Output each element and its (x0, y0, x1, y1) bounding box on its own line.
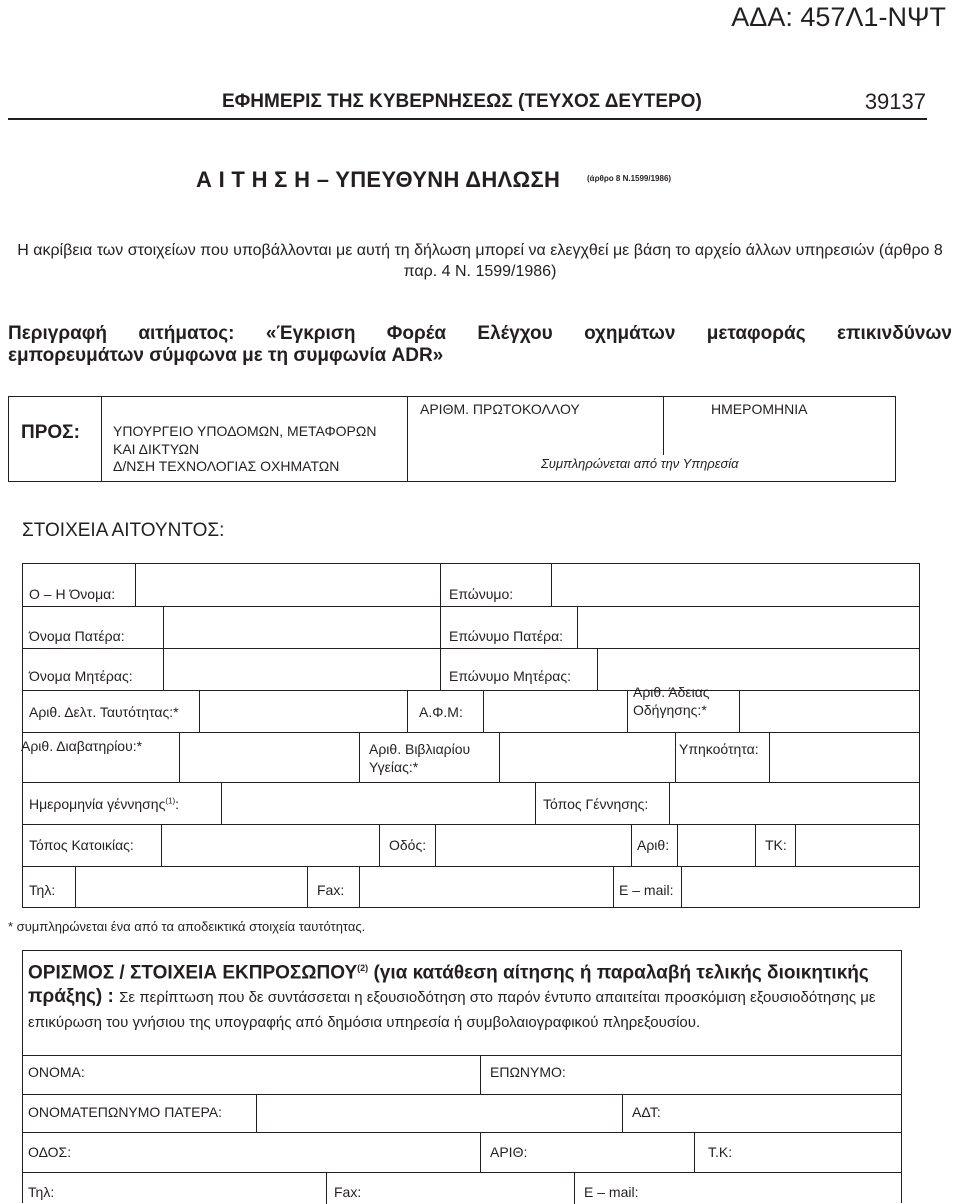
protocol-number-label: ΑΡΙΘΜ. ΠΡΩΤΟΚΟΛΛΟΥ (420, 401, 580, 417)
date-label: ΗΜΕΡΟΜΗΝΙΑ (711, 401, 808, 417)
form-title-note: (άρθρο 8 Ν.1599/1986) (587, 174, 672, 183)
divider (769, 732, 770, 782)
divider (163, 648, 164, 690)
afm-label: Α.Φ.Μ: (419, 704, 463, 720)
rep-postcode-field[interactable] (746, 1134, 900, 1170)
passport-label: Αριθ. Διαβατηρίου:* (21, 738, 143, 754)
rep-name-label: ΟΝΟΜΑ: (28, 1064, 85, 1080)
divider (675, 732, 676, 782)
divider (739, 690, 740, 732)
birth-place-label: Τόπος Γέννησης: (543, 796, 649, 812)
rep-phone-label: Τηλ: (28, 1184, 55, 1200)
intro-text: Η ακρίβεια των στοιχείων που υποβάλλονται με αυτή τη δήλωση μπορεί να ελεγχθεί με βάση το αρχείο άλλων υπηρεσιών (άρθρο 8 παρ. 4 Ν. 1599/1986) (17, 242, 943, 280)
row-line (23, 782, 919, 783)
divider (256, 1094, 257, 1132)
divider (75, 866, 76, 908)
residence-label: Τόπος Κατοικίας: (29, 837, 134, 853)
divider (179, 732, 180, 782)
recipient-box (8, 396, 896, 482)
mother-surname-field[interactable] (599, 650, 917, 688)
service-note: Συμπληρώνεται από την Υπηρεσία (541, 456, 739, 471)
divider (221, 782, 222, 824)
row-line (23, 690, 919, 691)
id-card-label: Αριθ. Δελτ. Ταυτότητας:* (29, 704, 179, 720)
gazette-title: ΕΦΗΜΕΡΙΣ ΤΗΣ ΚΥΒΕΡΝΗΣΕΩΣ (ΤΕΥΧΟΣ ΔΕΥΤΕΡΟ) (222, 91, 702, 112)
rep-fax-field[interactable] (372, 1174, 572, 1204)
mother-surname-label: Επώνυμο Μητέρας: (449, 668, 572, 684)
divider (480, 1056, 481, 1094)
applicant-surname-label: Επώνυμο: (449, 586, 514, 602)
divider (407, 690, 408, 732)
postcode-field[interactable] (797, 826, 917, 864)
birth-date-colon: : (175, 796, 179, 812)
rep-postcode-label: Τ.Κ: (708, 1144, 733, 1160)
divider (669, 782, 670, 824)
request-description-line2: εμπορευμάτων σύμφωνα με τη συμφωνία ADR» (8, 345, 444, 366)
birth-date-field[interactable] (223, 784, 533, 822)
license-field[interactable] (741, 692, 917, 730)
divider (663, 397, 664, 455)
divider (163, 606, 164, 648)
divider (627, 690, 628, 732)
rep-email-label: E – mail: (584, 1184, 639, 1200)
rep-street-label: ΟΔΟΣ: (28, 1144, 72, 1160)
divider (535, 782, 536, 824)
postcode-label: ΤΚ: (765, 837, 787, 853)
applicant-name-label: Ο – Η Όνομα: (29, 586, 116, 602)
rep-phone-field[interactable] (82, 1174, 324, 1204)
rep-fax-label: Fax: (334, 1184, 362, 1200)
id-card-field[interactable] (201, 692, 405, 730)
street-label: Οδός: (389, 837, 427, 853)
representative-title-main: ΟΡΙΣΜΟΣ / ΣΤΟΙΧΕΙΑ ΕΚΠΡΟΣΩΠΟΥ (28, 962, 358, 984)
row-line (23, 866, 919, 867)
row-line (23, 732, 919, 733)
afm-field[interactable] (485, 692, 625, 730)
divider (135, 564, 136, 606)
row-line (23, 606, 919, 607)
email-label: E – mail: (619, 882, 674, 898)
row-line (22, 1172, 902, 1173)
fax-field[interactable] (361, 868, 611, 906)
birth-date-label (29, 796, 179, 812)
fax-label: Fax: (317, 882, 345, 898)
ada-code: ΑΔΑ: 457Λ1-ΝΨΤ (731, 2, 946, 32)
email-field[interactable] (683, 868, 917, 906)
mother-name-label: Όνομα Μητέρας: (29, 668, 133, 684)
header-rule (8, 118, 927, 120)
birth-date-label-text: Ημερομηνία γέννησης (29, 796, 166, 812)
divider (677, 824, 678, 866)
father-name-field[interactable] (165, 608, 437, 646)
rep-adt-label: ΑΔΤ: (632, 1104, 661, 1120)
representative-title (28, 956, 898, 1035)
identity-footnote: * συμπληρώνεται ένα από τα αποδεικτικά στοιχεία ταυτότητας. (8, 919, 366, 934)
recipient-label: ΠΡΟΣ: (21, 422, 80, 443)
representative-footnote-marker: (2) (357, 963, 369, 973)
divider (199, 690, 200, 732)
street-field[interactable] (437, 826, 629, 864)
birth-date-footnote-marker: (1) (165, 796, 176, 806)
passport-field[interactable] (181, 734, 357, 780)
ministry-line3: Δ/ΝΣΗ ΤΕΧΝΟΛΟΓΙΑΣ ΟΧΗΜΑΤΩΝ (113, 458, 340, 474)
rep-name-field[interactable] (118, 1058, 476, 1092)
divider (359, 866, 360, 908)
divider (435, 824, 436, 866)
divider (440, 564, 441, 606)
father-surname-field[interactable] (579, 608, 917, 646)
license-label-line2: Οδήγησης:* (633, 702, 707, 718)
divider (795, 824, 796, 866)
row-line (23, 824, 919, 825)
request-description-line1: Περιγραφή αιτήματος: «Έγκριση Φορέα Ελέγχου οχημάτων μεταφοράς επικινδύνων (8, 323, 952, 344)
rep-adt-field[interactable] (672, 1096, 900, 1130)
phone-label: Τηλ: (29, 882, 56, 898)
divider (101, 397, 102, 481)
rep-number-field[interactable] (552, 1134, 692, 1170)
rep-father-fullname-label: ΟΝΟΜΑΤΕΠΩΝΥΜΟ ΠΑΤΕΡΑ: (28, 1104, 223, 1120)
birth-place-field[interactable] (671, 784, 917, 822)
representative-title-purpose: (για κατάθεση αίτησης ή παραλαβή τελικής διοικητικής πράξης) : (28, 962, 869, 1008)
divider (440, 606, 441, 648)
applicant-surname-field[interactable] (553, 566, 917, 604)
health-book-label-line1: Αριθ. Βιβλιαρίου (369, 741, 471, 757)
divider (597, 648, 598, 690)
divider (574, 1172, 575, 1204)
rep-surname-field[interactable] (582, 1058, 900, 1092)
representative-note: Σε περίπτωση που δε συντάσσεται η εξουσιοδότηση στο παρόν έντυπο απαιτείται προσκόμιση εξουσιοδότησης με επικύρωση του γνήσιου της υπογραφής από δημόσια υπηρεσία ή συμβολαιογραφικού πληρεξουσίου. (28, 989, 876, 1032)
divider (480, 1132, 481, 1172)
phone-field[interactable] (77, 868, 305, 906)
divider (326, 1172, 327, 1204)
ministry-line2: ΚΑΙ ΔΙΚΤΥΩΝ (113, 441, 200, 457)
divider (577, 606, 578, 648)
divider (407, 397, 408, 481)
divider (379, 824, 380, 866)
number-label: Αριθ: (637, 837, 670, 853)
divider (499, 732, 500, 782)
divider (694, 1132, 695, 1172)
divider (440, 648, 441, 690)
ministry-line1: ΥΠΟΥΡΓΕΙΟ ΥΠΟΔΟΜΩΝ, ΜΕΤΑΦΟΡΩΝ (113, 423, 377, 439)
father-surname-label: Επώνυμο Πατέρα: (449, 628, 564, 644)
divider (613, 866, 614, 908)
gazette-page-number: 39137 (864, 89, 926, 114)
row-line (22, 1132, 902, 1133)
divider (161, 824, 162, 866)
representative-form (22, 1055, 902, 1203)
divider (755, 824, 756, 866)
license-label-line1: Αριθ. Άδειας (633, 684, 710, 700)
rep-father-fullname-field[interactable] (258, 1096, 620, 1130)
health-book-label-line2: Υγείας:* (369, 759, 419, 775)
divider (307, 866, 308, 908)
rep-email-field[interactable] (648, 1174, 900, 1204)
number-field[interactable] (679, 826, 753, 864)
residence-field[interactable] (163, 826, 377, 864)
nationality-field[interactable] (771, 734, 917, 780)
health-book-field[interactable] (501, 734, 673, 780)
rep-surname-label: ΕΠΩΝΥΜΟ: (490, 1064, 566, 1080)
divider (631, 824, 632, 866)
applicant-form (22, 563, 920, 908)
row-line (23, 648, 919, 649)
applicant-name-field[interactable] (137, 566, 437, 604)
rep-street-field[interactable] (92, 1134, 476, 1170)
form-title: Α Ι Τ Η Σ Η – ΥΠΕΥΘΥΝΗ ΔΗΛΩΣΗ (196, 167, 561, 192)
divider (681, 866, 682, 908)
mother-name-field[interactable] (165, 650, 437, 688)
divider (551, 564, 552, 606)
divider (359, 732, 360, 782)
applicant-section-title: ΣΤΟΙΧΕΙΑ ΑΙΤΟΥΝΤΟΣ: (22, 520, 225, 541)
father-name-label: Όνομα Πατέρα: (29, 628, 125, 644)
nationality-label: Υπηκοότητα: (679, 741, 759, 757)
rep-number-label: ΑΡΙΘ: (490, 1144, 528, 1160)
divider (622, 1094, 623, 1132)
divider (483, 690, 484, 732)
row-line (22, 1094, 902, 1095)
